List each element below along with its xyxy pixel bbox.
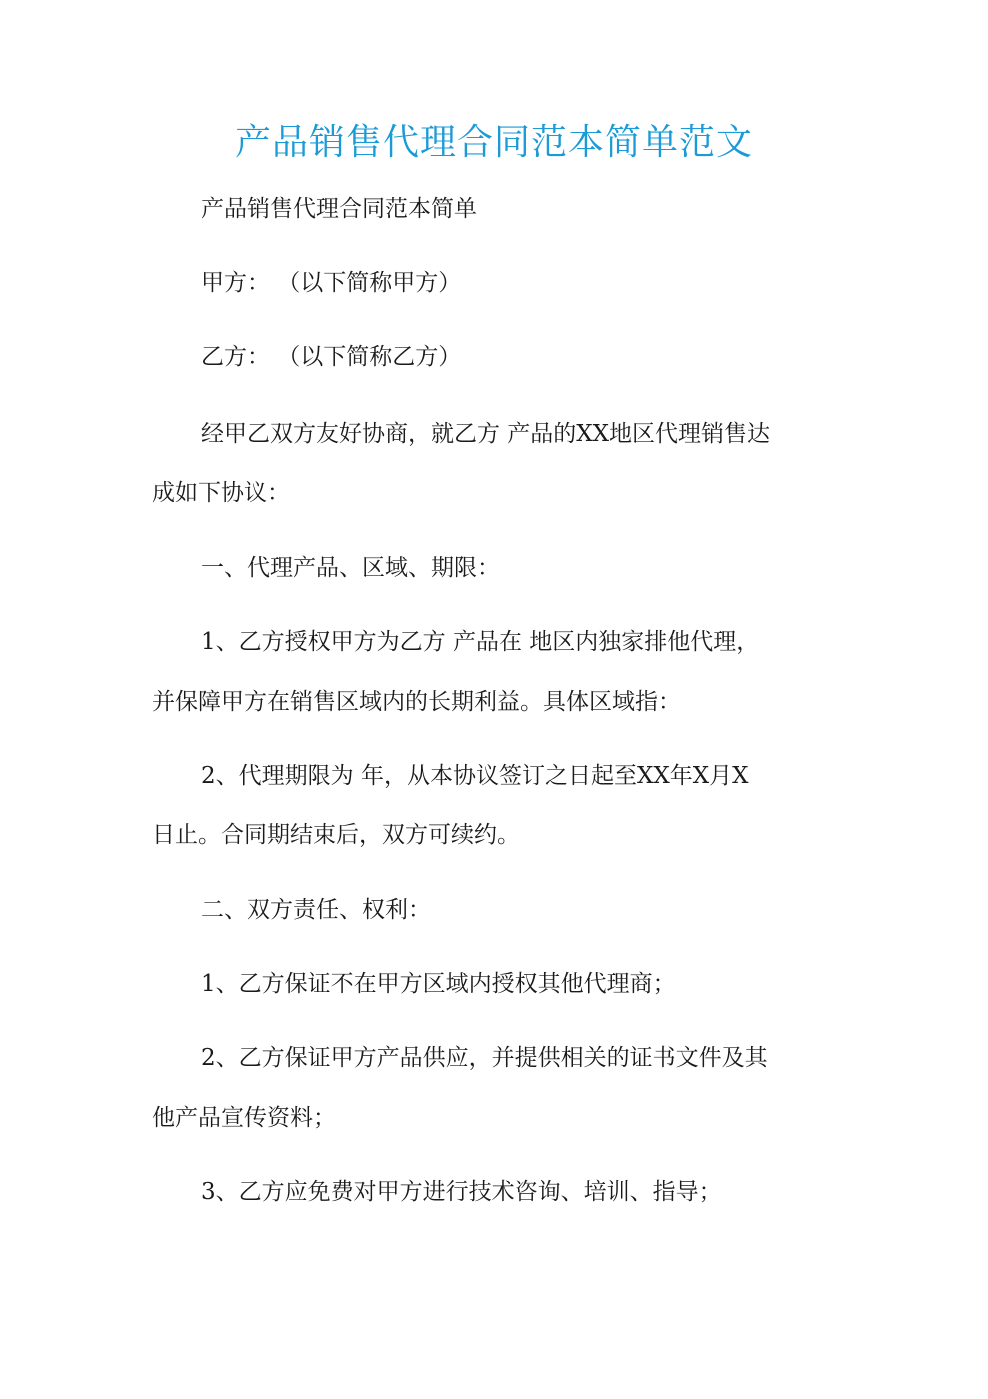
- document-title: 产品销售代理合同范本简单范文: [234, 122, 753, 163]
- intro-paragraph-line-1: 经甲乙双方友好协商，就乙方 产品的XX地区代理销售达: [201, 421, 771, 447]
- clause-1-2-line-2: 日止。合同期结束后，双方可续约。: [152, 822, 520, 848]
- section-one-heading: 一、代理产品、区域、期限：: [201, 555, 500, 581]
- clause-2-2-line-1: 2、乙方保证甲方产品供应，并提供相关的证书文件及其: [201, 1045, 768, 1071]
- clause-2-3-line-1: 3、乙方应免费对甲方进行技术咨询、培训、指导；: [201, 1179, 722, 1205]
- clause-1-1-line-1: 1、乙方授权甲方为乙方 产品在 地区内独家排他代理，: [201, 629, 760, 655]
- subtitle-line: 产品销售代理合同范本简单: [201, 196, 477, 222]
- section-two-heading: 二、双方责任、权利：: [201, 897, 431, 923]
- clause-2-2-line-2: 他产品宣传资料；: [152, 1105, 336, 1131]
- clause-1-2-line-1: 2、代理期限为 年，从本协议签订之日起至XX年X月X: [201, 763, 749, 789]
- party-a-line: 甲方： （以下简称甲方）: [201, 270, 462, 296]
- intro-paragraph-line-2: 成如下协议：: [152, 480, 290, 506]
- clause-2-1-line-1: 1、乙方保证不在甲方区域内授权其他代理商；: [201, 971, 676, 997]
- clause-1-1-line-2: 并保障甲方在销售区域内的长期利益。具体区域指：: [152, 689, 681, 715]
- party-b-line: 乙方： （以下简称乙方）: [201, 344, 462, 370]
